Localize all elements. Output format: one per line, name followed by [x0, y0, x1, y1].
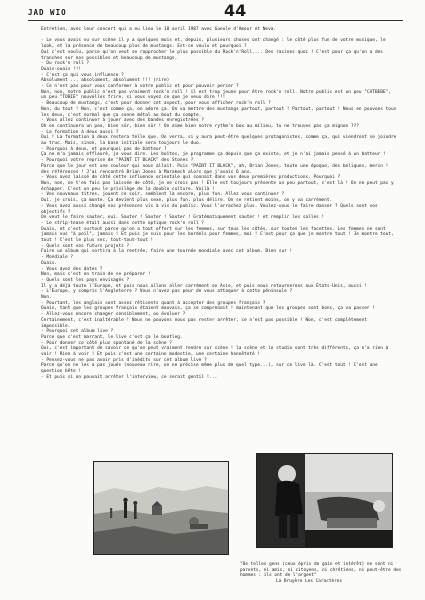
- paragraph: Parce qu'on ne les a pas joués (nouveau rire, on ne précise même plus de quel type...), sur ce live là. C'est tout ! C'est une question bête !: [41, 363, 381, 375]
- paragraph: - Quels sont les pays envisagés ?: [41, 277, 130, 283]
- paragraph: Non, non, notre public n'est pas vraiment rock'n roll ! il est trop jeune pour être rock'n roll. Notre public est un peu "CATBEBE", un peu "TOBIE" nouvelles frire, si vous voyez ce que je veux dire !!!: [41, 89, 394, 101]
- paragraph: - C'est ça qui vous influence ?: [41, 72, 124, 78]
- paragraph: - Et puis si on pouvait arrêter l'interview, ce serait gentil !...: [41, 374, 218, 380]
- pull-quote: [240, 562, 410, 584]
- paragraph: - Vos nouveaux titres, jouent ce soir, semblent là encore, plus fun. Allez vous continuer ?: [41, 192, 285, 198]
- paragraph: - Le vous avais vu sur scène il y a quelques mois et, depuis, plusieurs choses ont changé : le côté plus fun de votre musique, le look, et la présence de beaucoup plus de mustangs. Est-ce voulu et pourquoi ?: [41, 38, 389, 50]
- paragraph: - Pour donner ce côté plus spontané de la scène ?: [41, 340, 172, 346]
- paragraph: Ouais.: [41, 260, 58, 266]
- paragraph: Faire un album qui sortira à la rentrée, faire une tournée mondiale avec cet album. Bien sur !: [41, 249, 293, 255]
- paragraph: Ça ne m'a jamais effleuré, je vous dire. Les boîtes, je programme ça depuis que ça existe, et je n'ai jamais pensé à un batteur !: [41, 152, 386, 158]
- paragraph: Il y a déjà toute l'Europe, et puis nous allons aller carrément en Asie, et puis nous retournerons aux États-Unis, aussi !: [41, 283, 367, 289]
- quote-attribution: La Bruyère Les Caractères: [276, 578, 343, 584]
- header-rule: [28, 20, 403, 21]
- paragraph: Oui, je crois, ça monte. Ça devient plus sexe, plus fun, plus délire. On se retient moins, on y va carrément.: [41, 198, 333, 204]
- paragraph: Entretien, avec leur concert qui a eu lieu le 18 avril 1987 avec Gueule d'Amour et Neva.: [41, 27, 277, 32]
- paragraph: Ouais, et c'est surtout parce qu'on a tout offert sur les femmes, sur tous les côtés, sur toutes les facettes. Les femmes ne sont jamais vus "à poil", jamais ! Et puis je suis pour les bordels pour femmes, moi ! C'est pour ça que je montre tout ! Je montre tout, tout ! C'est le plus sec, tout-tout-tout !: [41, 226, 397, 244]
- paragraph: - Le strip-tease était aussi dans cette optique rock'n roll ?: [41, 220, 204, 226]
- paragraph: - Vous avez des dates ?: [41, 266, 103, 272]
- paragraph: Ouais-ouais !!!: [41, 66, 82, 72]
- paragraph: On veut le faire sauter, oui. Sauter ! Sauter ! Sauter ! Gratématiquement sauter ! et remplir les salles !: [41, 215, 325, 221]
- paragraph: - Pourquoi cet album live ?: [41, 329, 114, 335]
- paragraph: Absolument ... absolument, absolument !!! (rire): [41, 78, 170, 84]
- paragraph: - Vous allez continuer à jouer avec des bandes enregistrées ?: [41, 118, 204, 124]
- paragraph: - Vous avez laissé de côté cette influence orientale qui sonnait dans vos deux premières productions. Pourquoi ?: [41, 175, 341, 181]
- paragraph: - Pourquoi à deux, et pourquoi pas de batteur ?: [41, 146, 167, 152]
- interview-text: [41, 27, 397, 381]
- paragraph: Oh on continuera un peu, bien sûr, bien sûr ! On aime bien notre rythm'n box au milieu, tu ne trouves pas ça mignon ???: [41, 123, 359, 129]
- quote-text: "De telles gens (ceux épris de gain et intérêt) ne sont ni parents, ni amis, ni citoyens, ni chrétiens, ni peut-être des hommes : ils ont de l'argent": [240, 562, 402, 579]
- paragraph: Non, du tout ! Non, c'est comme ça, on adore ça. On va mettre des mustangs partout, partout ! Partout, partout ! Nous en pouvons tous les deux, c'est normal que ça sonne métal au bout du compte.: [41, 106, 399, 118]
- paragraph: Certainement, c'est inaltérable ! Nous ne pouvons nous pas rester arrêter, ce n'est pas possible ! Non, c'est complètement impossible.: [41, 317, 370, 329]
- paragraph: - Pensez-vous ne pas avoir pris d'inédits sur cet album live ?: [41, 357, 207, 363]
- paragraph: - Vous avez aussi changé vos présences vis à vis du public. Vous l'arrachez plus. Voulez-vous le faire danser ? Quels sont vos objectifs ?: [41, 203, 381, 215]
- paragraph: - Pourquoi votre reprise de "PAINT IT BLACK" des Stones ?: [41, 158, 194, 164]
- page-number: 44: [224, 1, 247, 20]
- paragraph: Oui c'est voulu, parce qu'on veut se rapprocher le plus possible du Rock'n'Roll.... Des racines quoi ! C'est pour ça qu'on a des tranches sur nos possibles et beaucoup de mustangs.: [41, 49, 386, 61]
- paragraph: - Quels sont vos futurs projets ?: [41, 243, 130, 249]
- photo-landscape: [93, 461, 229, 555]
- paragraph: Parce que le jour est une couleur qui nous allait. Puis "PAINT IT BLACK", ah, Brian Jones, toute une époque, des beliques, merin ! des références ! J'ai rencontré Brian Jones à Marakech alors que j'avais 6 ans.: [41, 163, 391, 175]
- photo-performers: [256, 453, 393, 548]
- paragraph: Parce que c'est marrant, le live c'est ça le bootleg.: [41, 334, 183, 340]
- magazine-name: JAD WIO: [28, 8, 67, 17]
- paragraph: - Pourtant, les anglais sont assez réticents quant à accepter des groupes français ?: [41, 300, 266, 306]
- paragraph: - Allez-vous encore changer sensiblement, ou évoluer ?: [41, 312, 186, 318]
- paragraph: Oui, c'est important de savoir ce qu'on peut vraiment rendre sur scène ! la scène et le studio sont très différents, ça n'a rien à voir ! Rien à voir ! Et puis c'est une certaine modestie, une certaine honnêteté !: [41, 346, 391, 358]
- paragraph: - Du rock'n roll ?: [41, 61, 90, 67]
- paragraph: - Ce n'est pas pour vous conformer à votre public et pour pouvoir percer ?: [41, 84, 239, 90]
- page-header: [28, 1, 403, 20]
- paragraph: Non.: [41, 295, 52, 301]
- paragraph: - L'Europe, y compris l'Angleterre ? Vous n'avez pas peur de vous attaquer à cette péninsule ?: [41, 289, 293, 295]
- paragraph: - La formation à deux aussi ?: [41, 129, 119, 135]
- paragraph: Oui ! La formation à deux restera telle que. On verra, si y aura peut-être quelques protagonistes, comme ça, qui viendront se joindre au truc. Mais, sinon, la base initiale sera toujours le duo.: [41, 135, 399, 147]
- paragraph: Non, non, ne t'en fais pas laissée de côté, je ne crois pas ! Elle est toujours présente un peu partout, c'est là ! On ne peut pas y échapper. C'est un peu le privilège de la double culture. Voilà !: [41, 180, 397, 192]
- paragraph: Non, mais c'est en train de se préparer !: [41, 272, 151, 278]
- paragraph: - Beaucoup de mustangs, c'est pour donner cet aspect, pour vous afficher rock'n roll ?: [41, 101, 271, 107]
- paragraph: Ouais, tant que les groupes français étaient mauvais, ça se comprenait ! maintenant que les groupes sont bons, ça va passer !: [41, 306, 375, 312]
- paragraph: - Mondiale ?: [41, 255, 74, 261]
